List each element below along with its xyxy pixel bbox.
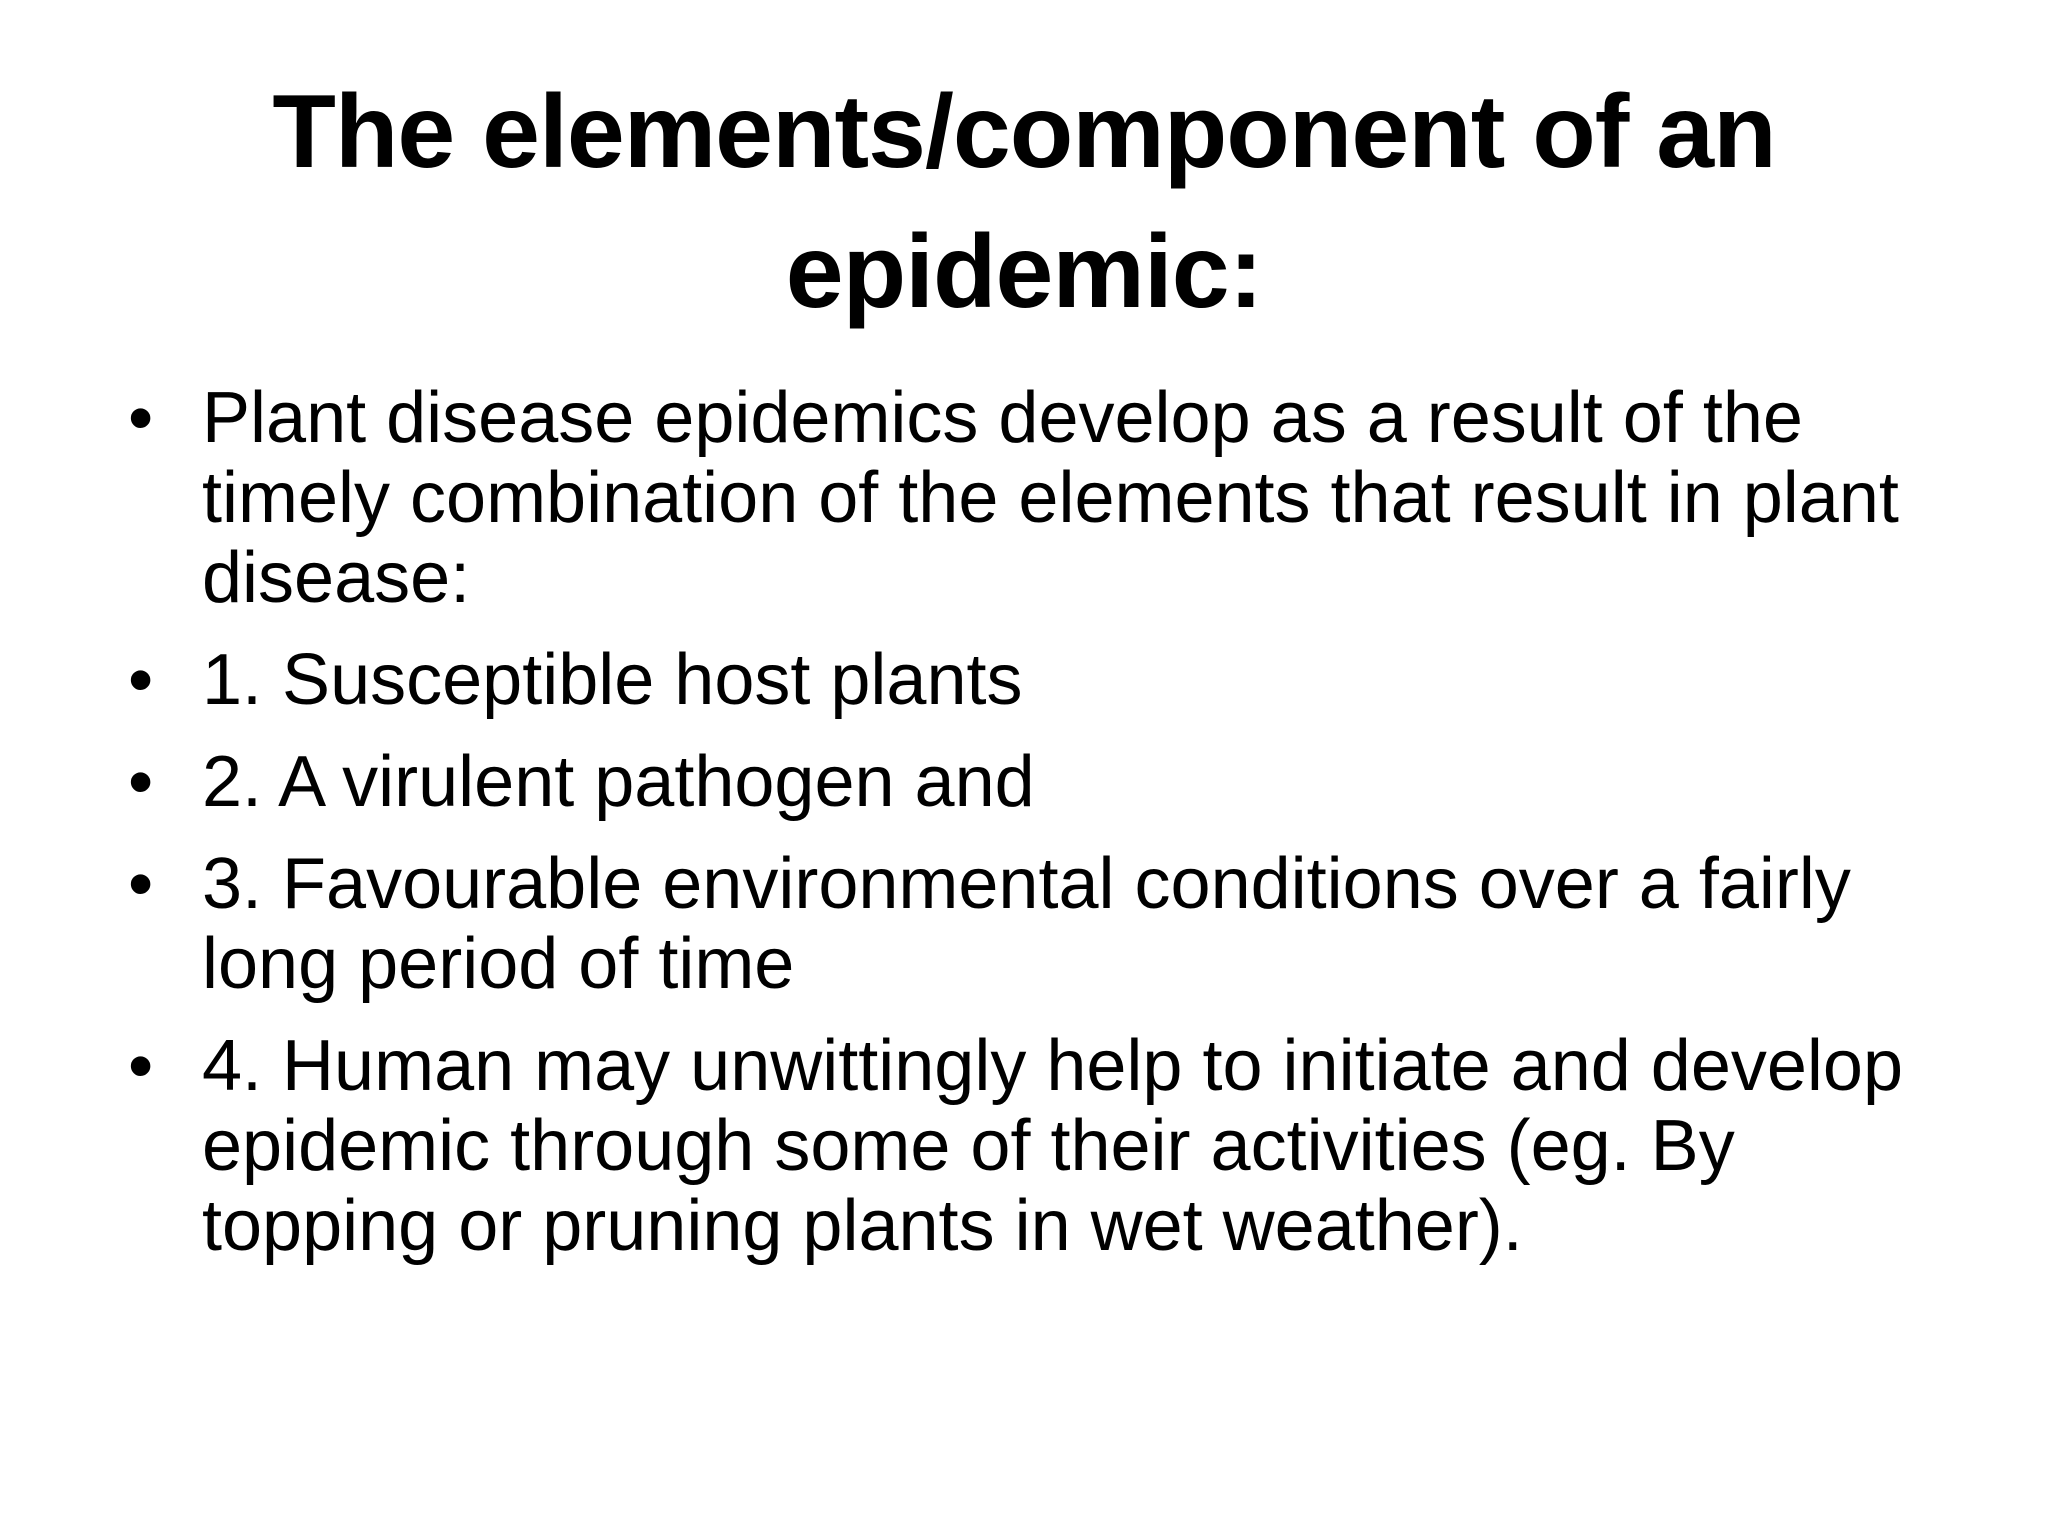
bullet-item <box>120 742 1960 822</box>
bullet-text: 2. A virulent pathogen and <box>202 742 1035 822</box>
bullet-dot-icon: • <box>128 742 154 822</box>
bullet-list <box>120 378 1960 1288</box>
bullet-dot-icon: • <box>128 640 154 720</box>
bullet-text: 3. Favourable environmental conditions over a fairly long period of time <box>202 844 1851 1004</box>
bullet-item <box>120 640 1960 720</box>
bullet-text: 1. Susceptible host plants <box>202 640 1023 720</box>
bullet-item <box>120 844 1960 1004</box>
bullet-text: Plant disease epidemics develop as a result of the timely combination of the elements that result in plant disease: <box>202 378 1899 618</box>
bullet-dot-icon: • <box>128 378 154 458</box>
bullet-dot-icon: • <box>128 1026 154 1106</box>
slide-title: The elements/component of an epidemic: <box>272 74 1776 330</box>
bullet-item <box>120 378 1960 618</box>
bullet-text: 4. Human may unwittingly help to initiate and develop epidemic through some of their activities (eg. By topping or pruning plants in wet weather). <box>202 1026 1903 1266</box>
bullet-dot-icon: • <box>128 844 154 924</box>
bullet-item <box>120 1026 1960 1266</box>
